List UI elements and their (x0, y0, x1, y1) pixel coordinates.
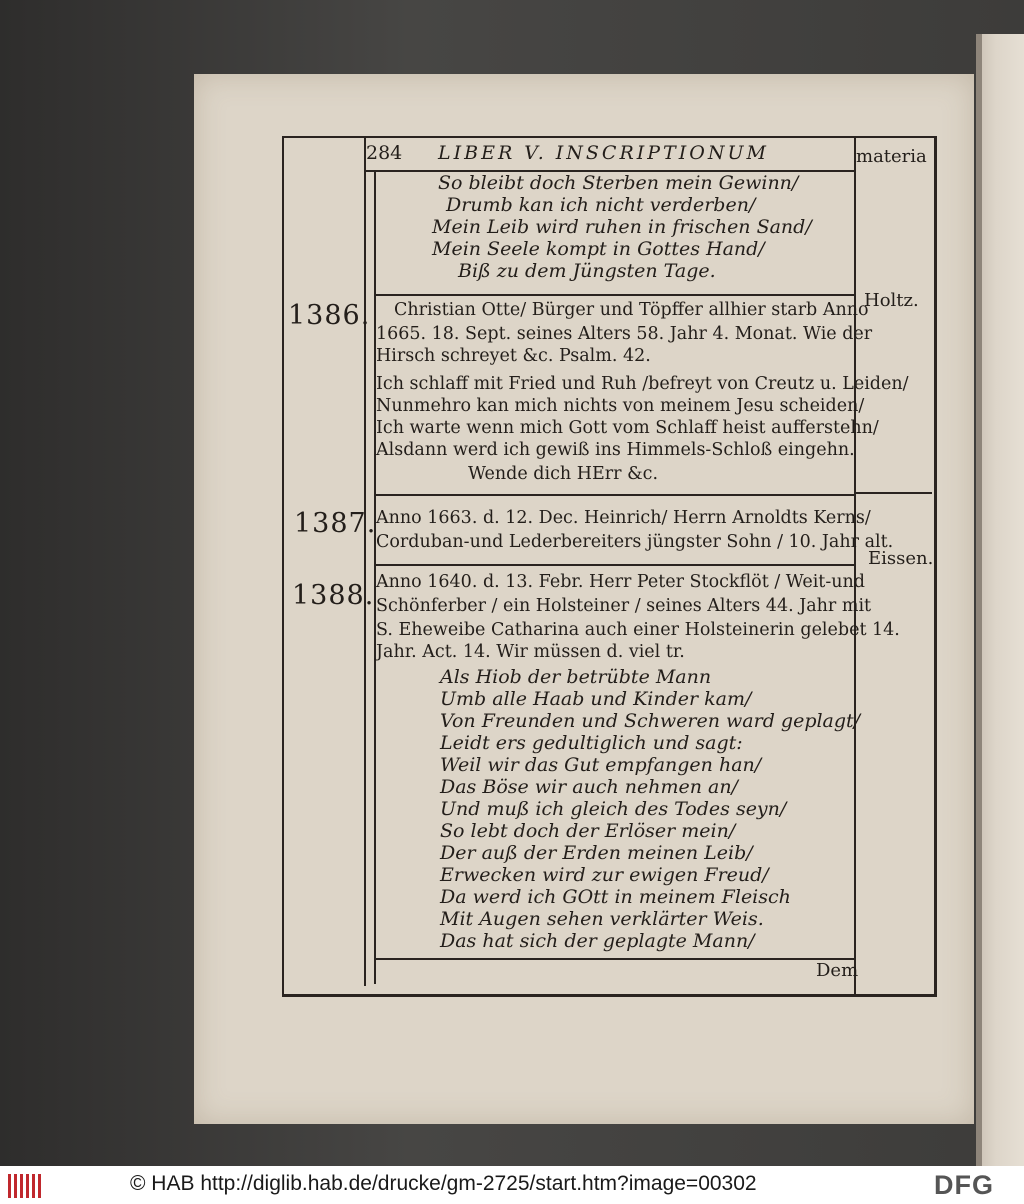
verse-line: Und muß ich gleich des Todes seyn/ (440, 798, 787, 820)
entry-rule-1386 (374, 294, 854, 296)
verse-line: Erwecken wird zur ewigen Freud/ (440, 864, 769, 886)
entry-line: Hirsch schreyet &c. Psalm. 42. (376, 346, 651, 366)
entry-number-1388: 1388. (292, 580, 375, 611)
verse-line: Das Böse wir auch nehmen an/ (440, 776, 738, 798)
entry-line: Corduban-und Lederbereiters jüngster Sohn / 10. Jahr alt. (376, 532, 894, 552)
entry-line: Jahr. Act. 14. Wir müssen d. viel tr. (376, 642, 685, 662)
dfg-logo: DFG (934, 1170, 994, 1200)
verse-line: Nunmehro kan mich nichts von meinem Jesu scheiden/ (376, 396, 865, 416)
entry-rule-1388 (374, 564, 854, 566)
verse-line: Als Hiob der betrübte Mann (440, 666, 712, 688)
book-page (194, 74, 974, 1124)
verse-line: Mein Leib wird ruhen in frischen Sand/ (432, 216, 812, 238)
verse-line: Das hat sich der geplagte Mann/ (440, 930, 755, 952)
verse-line: Umb alle Haab und Kinder kam/ (440, 688, 752, 710)
verse-line: Biß zu dem Jüngsten Tage. (458, 260, 716, 282)
verse-line: Ich schlaff mit Fried und Ruh /befreyt von Creutz u. Leiden/ (376, 374, 909, 394)
running-title: LIBER V. INSCRIPTIONUM (438, 142, 769, 164)
inner-right-rule (854, 136, 856, 994)
entry-number-1387: 1387. (294, 508, 377, 539)
inner-left-rule (364, 136, 366, 986)
entry-rule-1387 (374, 494, 854, 496)
verse-line: Da werd ich GOtt in meinem Fleisch (440, 886, 791, 908)
entry-line: Christian Otte/ Bürger und Töpffer allhier starb Anno (394, 300, 869, 320)
entry-number-1386: 1386. (288, 300, 371, 331)
verse-line: Drumb kan ich nicht verderben/ (446, 194, 756, 216)
entry-closing: Wende dich HErr &c. (468, 464, 659, 484)
facing-page-edge (976, 34, 1024, 1166)
bottom-rule (374, 958, 854, 960)
footer-bar (0, 1166, 1024, 1204)
verse-line: Der auß der Erden meinen Leib/ (440, 842, 753, 864)
verse-line: So lebt doch der Erlöser mein/ (440, 820, 736, 842)
hab-logo-icon (8, 1174, 48, 1198)
side-heading: materia (856, 146, 927, 167)
verse-line: Weil wir das Gut empfangen han/ (440, 754, 762, 776)
verse-line: Von Freunden und Schweren ward geplagt/ (440, 710, 861, 732)
margin-rule (854, 492, 932, 494)
verse-line: Leidt ers gedultiglich und sagt: (440, 732, 743, 754)
entry-line: Anno 1663. d. 12. Dec. Heinrich/ Herrn Arnoldts Kerns/ (376, 508, 871, 528)
side-note-eissen: Eissen. (868, 548, 934, 569)
verse-line: Mein Seele kompt in Gottes Hand/ (432, 238, 765, 260)
entry-line: S. Eheweibe Catharina auch einer Holsteinerin gelebet 14. (376, 620, 900, 640)
side-note-holtz: Holtz. (864, 290, 919, 311)
entry-line: Schönferber / ein Holsteiner / seines Alters 44. Jahr mit (376, 596, 872, 616)
page-number: 284 (366, 142, 403, 164)
copyright-link[interactable]: © HAB http://diglib.hab.de/drucke/gm-2725/start.htm?image=00302 (130, 1172, 757, 1195)
verse-line: So bleibt doch Sterben mein Gewinn/ (438, 172, 799, 194)
verse-line: Ich warte wenn mich Gott vom Schlaff heist aufferstehn/ (376, 418, 879, 438)
entry-line: Anno 1640. d. 13. Febr. Herr Peter Stockflöt / Weit-und (376, 572, 865, 592)
verse-line: Alsdann werd ich gewiß ins Himmels-Schloß eingehn. (376, 440, 855, 460)
verse-line: Mit Augen sehen verklärter Weis. (440, 908, 764, 930)
entry-line: 1665. 18. Sept. seines Alters 58. Jahr 4. Monat. Wie der (376, 324, 873, 344)
catchword: Dem (816, 960, 859, 981)
